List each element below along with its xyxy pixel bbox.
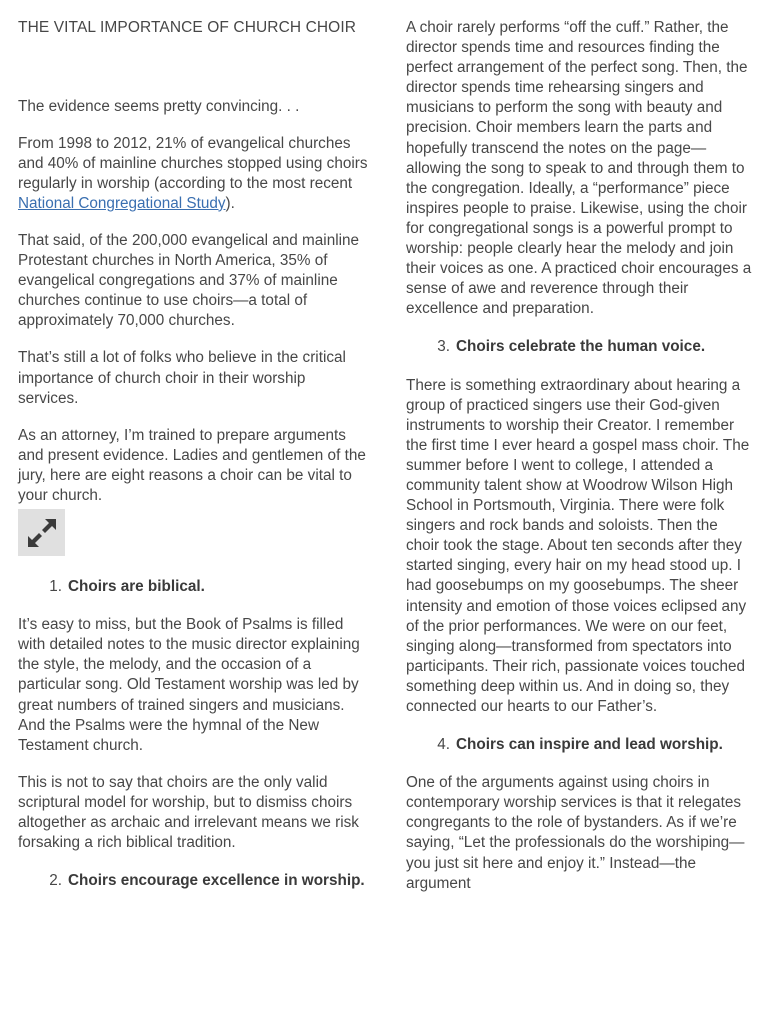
expand-arrows-icon [25,516,59,550]
list-number: 3. [437,338,450,356]
heading-text: Choirs encourage excellence in worship. [68,872,365,890]
statistics-paragraph [18,134,368,214]
paragraph: One of the arguments against using choirs in contemporary worship services is that it relegates congregants to the role of bystanders. As if we’re saying, “Let the professionals do the worshiping—you just sit here and enjoy it.” Instead—the argument [406,774,745,892]
right-column [406,18,752,911]
paragraph: A choir rarely performs “off the cuff.” Rather, the director spends time and resources finding the perfect arrangement of the perfect song. Then, the director spends time rehearsing singers and musicians to perform the song with beauty and precision. Choir members learn the parts and hopefully transcend the notes on the page—allowing the song to speak to and through them to the congregation. Ideally, a “performance” piece inspires people to praise. Likewise, using the choir for congregational songs is a powerful prompt to worship: people clearly hear the melody and join their voices as one. A practiced choir encourages a sense of awe and reverence through their excellence and preparation. [406,19,752,318]
heading-text: Choirs can inspire and lead worship. [456,736,723,754]
article-title: THE VITAL IMPORTANCE OF CHURCH CHOIR [18,19,357,36]
paragraph: That said, of the 200,000 evangelical and mainline Protestant churches in North America, 35% of evangelical congregations and 37% of mainline churches continue to use choirs—a total of approximately 70,000 churches. [18,231,360,330]
heading-text: Choirs are biblical. [68,578,205,596]
section-heading-3 [406,337,752,357]
paragraph: This is not to say that choirs are the only valid scriptural model for worship, but to dismiss choirs altogether as archaic and irrelevant means we risk forsaking a rich biblical tradition. [18,773,359,852]
left-column [18,18,368,909]
section-heading-2 [18,871,368,891]
paragraph: It’s easy to miss, but the Book of Psalms is filled with detailed notes to the music director explaining the style, the melody, and the occasion of a particular song. Old Testament worship was led by great numbers of trained singers and musicians. And the Psalms were the hymnal of the New Testament church. [18,616,360,754]
list-number: 2. [49,872,62,890]
statistics-text-end: ). [225,194,235,212]
list-number: 1. [49,578,62,596]
paragraph: As an attorney, I’m trained to prepare arguments and present evidence. Ladies and gentlemen of the jury, here are eight reasons a choir can be vital to your church. [18,426,366,504]
section-heading-1 [18,577,368,597]
paragraph: That’s still a lot of folks who believe in the critical importance of church choir in their worship services. [18,349,346,407]
section-heading-4 [406,735,752,755]
national-congregational-study-link[interactable]: National Congregational Study [18,194,226,212]
paragraph: There is something extraordinary about hearing a group of practiced singers use their God-given instruments to worship their Creator. I remember the first time I ever heard a gospel mass choir. The summer before I went to college, I attended a community talent show at Woodrow Wilson High School in Portsmouth, Virginia. There were folk singers and rock bands and soloists. Then the choir took the stage. About ten seconds after they started singing, every hair on my head stood up. I had goosebumps on my goosebumps. The sheer intensity and emotion of those voices eclipsed any of the prior performances. We were on our feet, singing along—transformed from spectators into participants. Their rich, passionate voices touched something deep within us. And in doing so, they connected our hearts to our Father’s. [406,376,750,715]
heading-text: Choirs celebrate the human voice. [456,338,706,356]
statistics-text: From 1998 to 2012, 21% of evangelical churches and 40% of mainline churches stopped using choirs regularly in worship (according to the most recent [18,134,368,192]
expand-button[interactable] [18,509,65,556]
intro-paragraph: The evidence seems pretty convincing. . . [18,97,300,115]
list-number: 4. [437,736,450,754]
